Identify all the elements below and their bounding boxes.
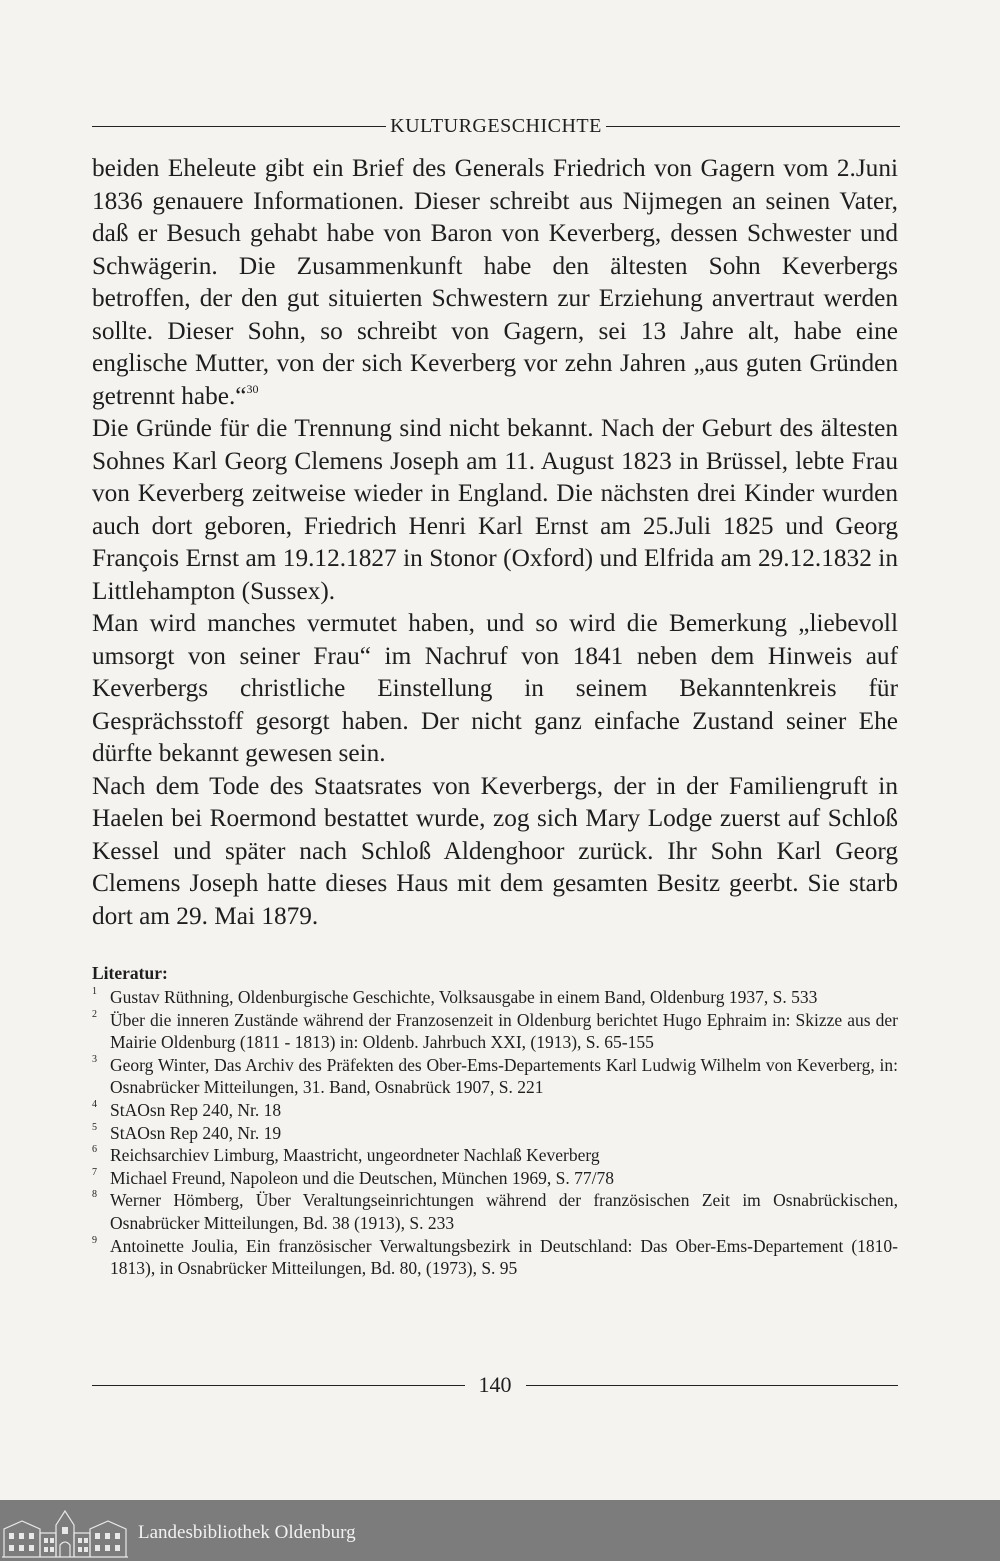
footnote xyxy=(92,1099,898,1122)
footnote-text: StAOsn Rep 240, Nr. 19 xyxy=(110,1122,282,1143)
footer-rule-left xyxy=(92,1385,465,1386)
footnote-number: 8 xyxy=(92,1189,97,1201)
footnote-text: Gustav Rüthning, Oldenburgische Geschichte, Volksausgabe in einem Band, Oldenburg 1937, S. 533 xyxy=(110,987,818,1007)
footnote-text: Georg Winter, Das Archiv des Präfekten des Ober-Ems-Departements Karl Ludwig Wilhelm von Keverberg, in: Osnabrücker Mitteilungen, 31. Band, Osnabrück 1907, S. 221 xyxy=(110,1054,898,1098)
main-text xyxy=(92,152,898,932)
paragraph: Die Gründe für die Trennung sind nicht bekannt. Nach der Geburt des ältesten Sohnes Karl Georg Clemens Joseph am 11. August 1823 in Brüssel, lebte Frau von Keverberg zeitweise wieder in England. Die nächsten drei Kinder wurden auch dort geboren, Friedrich Henri Karl Ernst am 25.Juli 1825 und Georg François Ernst am 19.12.1827 in Stonor (Oxford) und Elfrida am 29.12.1832 in Littlehampton (Sussex). xyxy=(92,414,898,605)
footnote-number: 9 xyxy=(92,1234,97,1246)
footnote xyxy=(92,1189,898,1234)
footnote-number: 4 xyxy=(92,1098,97,1110)
footnote-text: Michael Freund, Napoleon und die Deutschen, München 1969, S. 77/78 xyxy=(110,1167,615,1188)
page-number: 140 xyxy=(478,1372,512,1397)
library-building-icon xyxy=(2,1503,128,1559)
header-title: KULTURGESCHICHTE xyxy=(390,114,602,137)
paragraph: Nach dem Tode des Staatsrates von Keverbergs, der in der Familiengruft in Haelen bei Roermond bestattet wurde, zog sich Mary Lodge zuerst auf Schloß Kessel und später nach Schloß Aldenghoor zurück. Ihr Sohn Karl Georg Clemens Joseph hatte dieses Haus mit dem gesamten Besitz geerbt. Sie starb dort am 29. Mai 1879. xyxy=(92,771,898,930)
footnote-number: 2 xyxy=(92,1008,97,1020)
footnote xyxy=(92,1009,898,1054)
footnote xyxy=(92,1054,898,1099)
paragraph xyxy=(92,152,898,412)
footnote xyxy=(92,1167,898,1190)
footnote-number: 7 xyxy=(92,1166,97,1178)
footnote xyxy=(92,1122,898,1145)
footer-rule-right xyxy=(526,1385,899,1386)
footnote xyxy=(92,986,898,1009)
library-name: Landesbibliothek Oldenburg xyxy=(138,1522,356,1543)
footnote-number: 1 xyxy=(92,986,97,997)
footnote-text: Werner Hömberg, Über Veraltungseinrichtungen während der französischen Zeit im Osnabrückischen, Osnabrücker Mitteilungen, Bd. 38 (1913), S. 233 xyxy=(110,1190,898,1233)
footnote-text: StAOsn Rep 240, Nr. 18 xyxy=(110,1099,282,1120)
header-rule-right xyxy=(606,126,900,127)
literature-section xyxy=(92,962,898,1280)
library-banner xyxy=(0,1500,1000,1561)
footnote xyxy=(92,1235,898,1280)
footnote-text: Antoinette Joulia, Ein französischer Verwaltungsbezirk in Deutschland: Das Ober-Ems-Departement (1810-1813), in Osnabrücker Mitteilungen, Bd. 80, (1973), S. 95 xyxy=(110,1235,898,1279)
running-header xyxy=(92,112,900,140)
paragraph-text: beiden Eheleute gibt ein Brief des Generals Friedrich von Gagern vom 2.Juni 1836 genauere Informationen. Dieser schreibt aus Nijmegen an seinen Vater, daß er Besuch gehabt habe von Baron von Keverberg, dessen Schwester und Schwägerin. Die Zusammenkunft habe den ältesten Sohn Keverbergs betroffen, der den gut situierten Schwestern zur Erziehung anvertraut werden sollte. Dieser Sohn, so schreibt von Gagern, sei 13 Jahre alt, habe eine englische Mutter, von der sich Keverberg vor zehn Jahren „aus guten Gründen getrennt habe.“ xyxy=(92,154,898,410)
footnote xyxy=(92,1144,898,1167)
footnote-number: 5 xyxy=(92,1121,97,1133)
page-footer xyxy=(92,1370,898,1400)
footnote-text: Reichsarchiev Limburg, Maastricht, ungeordneter Nachlaß Keverberg xyxy=(110,1145,600,1166)
footnote-ref: 30 xyxy=(246,381,259,396)
literature-title: Literatur: xyxy=(92,963,168,983)
footnote-number: 3 xyxy=(92,1053,97,1065)
header-rule-left xyxy=(92,126,386,127)
paragraph: Man wird manches vermutet haben, und so wird die Bemerkung „liebevoll umsorgt von seiner Frau“ im Nachruf von 1841 neben dem Hinweis auf Keverbergs christliche Einstellung in seinem Bekanntenkreis für Gesprächsstoff gesorgt haben. Der nicht ganz einfache Zustand seiner Ehe dürfte bekannt gewesen sein. xyxy=(92,609,898,767)
footnote-text: Über die inneren Zustände während der Franzosenzeit in Oldenburg berichtet Hugo Ephraim in: Skizze aus der Mairie Oldenburg (1811 - 1813) in: Oldenb. Jahrbuch XXI, (1913), S. 65-155 xyxy=(110,1009,898,1053)
footnote-number: 6 xyxy=(92,1144,97,1156)
